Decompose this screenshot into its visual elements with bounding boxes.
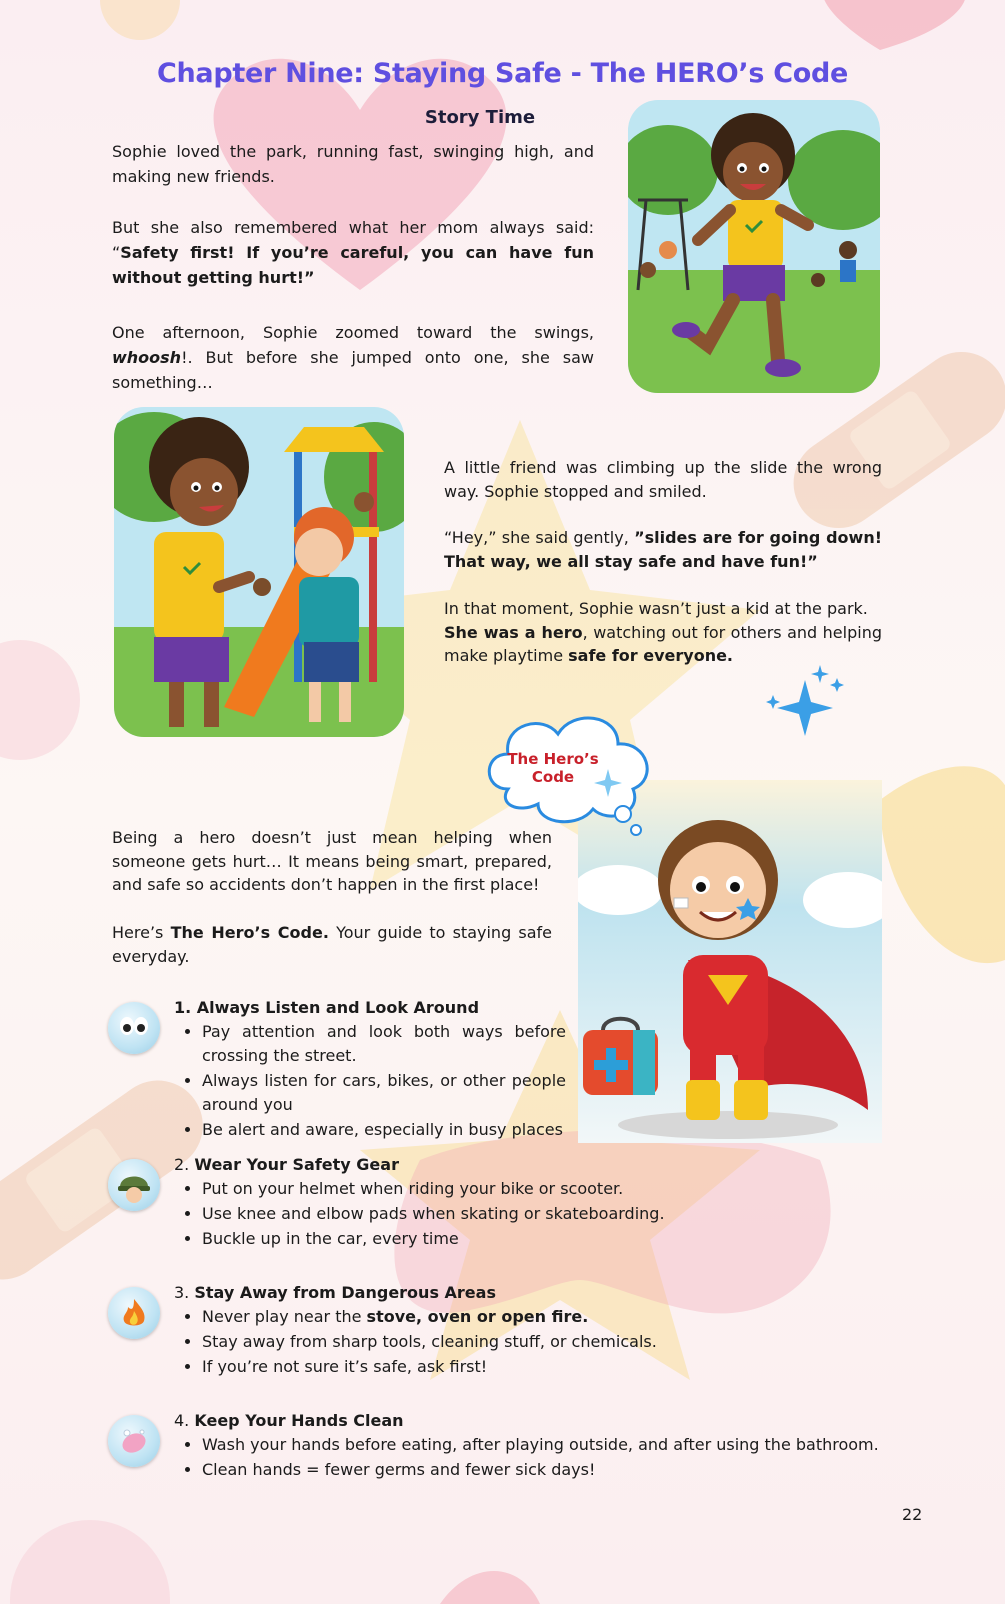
sparkle-icon [765,660,855,750]
code-title-4: Keep Your Hands Clean [194,1411,404,1430]
code-title-2: Wear Your Safety Gear [194,1155,399,1174]
code-bullets-1 [174,1020,566,1143]
list-item: • Buckle up in the car, every time [202,1227,882,1251]
hero-intro-paragraph-2: Here’s The Hero’s Code. Your guide to staying safe everyday. [112,923,553,966]
sophie-running-illustration [628,100,880,393]
list-item: • If you’re not sure it’s safe, ask first! [202,1355,882,1379]
soap-icon [108,1415,160,1467]
list-item: • Pay attention and look both ways before crossing the street. [202,1020,566,1068]
list-item: • Never play near the stove, oven or open fire. [202,1305,882,1329]
story-time-heading: Story Time [424,107,536,128]
story-paragraph-5: “Hey,” she said gently, ”slides are for going down! That way, we all stay safe and have fun!” [444,528,882,571]
helmet-icon [108,1159,160,1211]
list-item: • Clean hands = fewer germs and fewer sick days! [202,1458,922,1482]
hero-intro-paragraph-1: Being a hero doesn’t just mean helping when someone gets hurt… It means being smart, prepared, and safe so accidents don’t happen in the first place! [112,828,552,894]
story-paragraph-3: One afternoon, Sophie zoomed toward the swings, whoosh!. But before she jumped onto one, she saw something… [112,323,594,392]
code-title-3: Stay Away from Dangerous Areas [194,1283,496,1302]
list-item: • Put on your helmet when riding your bike or scooter. [202,1177,882,1201]
eyes-icon [108,1002,160,1054]
list-item: • Always listen for cars, bikes, or other people around you [202,1069,566,1117]
list-item: • Wash your hands before eating, after playing outside, and after using the bathroom. [202,1433,922,1457]
story-paragraph-1: Sophie loved the park, running fast, swinging high, and making new friends. [112,142,594,186]
fire-icon [108,1287,160,1339]
code-bullets-2 [174,1177,882,1252]
story-paragraph-6: In that moment, Sophie wasn’t just a kid at the park. She was a hero, watching out for others and helping make playtime safe for everyone. [444,599,882,665]
code-section-2: 2. Wear Your Safety Gear • Put on your helmet when riding your bike or scooter. • Use knee and elbow pads when skating or skateboarding. • Buckle up in the car, every time [110,1153,870,1253]
code-title-1: 1. Always Listen and Look Around [174,998,480,1017]
code-bullets-3 [174,1305,882,1380]
story-paragraph-4: A little friend was climbing up the slide the wrong way. Sophie stopped and smiled. [444,458,882,501]
page-number: 22 [902,1505,923,1524]
page-title: Chapter Nine: Staying Safe - The HERO’s Code [156,58,849,89]
code-bullets-4 [174,1433,922,1483]
list-item: • Use knee and elbow pads when skating or skateboarding. [202,1202,882,1226]
list-item: • Be alert and aware, especially in busy places [202,1118,566,1142]
slide-illustration [114,407,404,737]
cloud-label: The Hero’s Code [507,750,599,786]
code-section-1 [110,996,870,1139]
list-item: • Stay away from sharp tools, cleaning stuff, or chemicals. [202,1330,882,1354]
code-section-4: 4. Keep Your Hands Clean • Wash your hands before eating, after playing outside, and after using the bathroom. • Clean hands = fewer germs and fewer sick days! [110,1409,870,1489]
story-paragraph-2: But she also remembered what her mom always said: “Safety first! If you’re careful, you can have fun without getting hurt!” [112,218,594,287]
code-section-3: 3. Stay Away from Dangerous Areas • Never play near the stove, oven or open fire. • Stay away from sharp tools, cleaning stuff, or chemicals. • If you’re not sure it’s safe, ask first! [110,1281,870,1381]
